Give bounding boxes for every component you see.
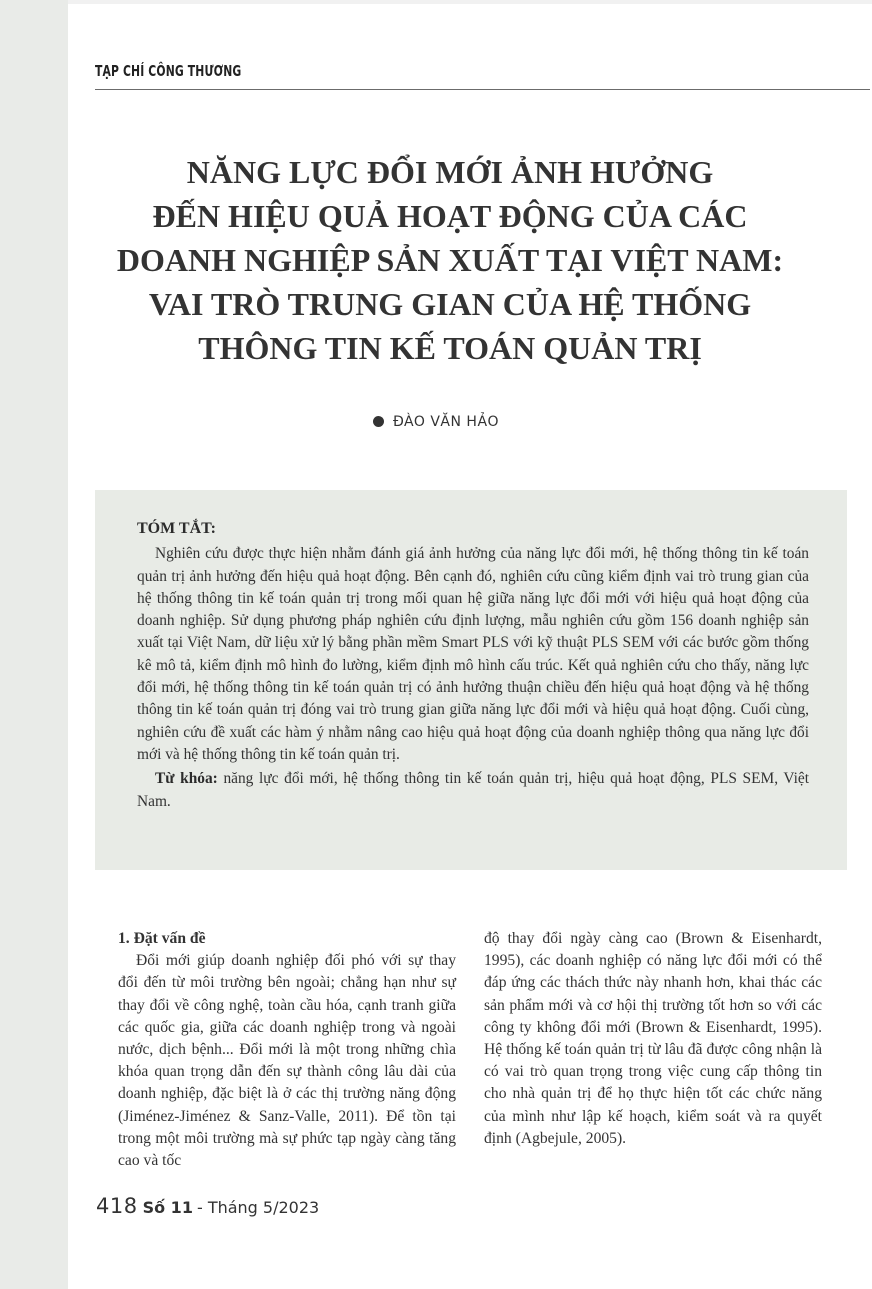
header-rule bbox=[95, 89, 870, 90]
author-line bbox=[0, 414, 872, 430]
body-paragraph: Đổi mới giúp doanh nghiệp đối phó với sự thay đổi đến từ môi trường bên ngoài; chẳng hạn như sự thay đổi về công nghệ, toàn cầu hóa, cạnh tranh giữa các quốc gia, giữa các doanh nghiệp trong và ngoài nước, dịch bệnh... Đổi mới là một trong những chìa khóa quan trọng dẫn đến sự thành công lâu dài của doanh nghiệp, đặc biệt là ở các thị trường năng động (Jiménez-Jiménez & Sanz-Valle, 2011). Để tồn tại trong một môi trường mà sự phức tạp ngày càng tăng cao và tốc bbox=[118, 952, 456, 1170]
keywords-list: năng lực đổi mới, hệ thống thông tin kế toán quản trị, hiệu quả hoạt động, PLS SEM, Việt Nam. bbox=[137, 770, 809, 810]
page-number: 418 bbox=[96, 1194, 138, 1218]
body-paragraph: độ thay đổi ngày càng cao (Brown & Eisenhardt, 1995), các doanh nghiệp có năng lực đổi mới có thể đáp ứng các thách thức này nhanh hơn, khai thác các sản phẩm mới và cơ hội thị trường tốt hơn so với các công ty không đổi mới (Brown & Eisenhardt, 1995). Hệ thống kế toán quản trị từ lâu đã được công nhận là có vai trò quan trọng trong việc cung cấp thông tin cho nhà quản trị để họ thực hiện tốt các chức năng của mình như lập kế hoạch, kiểm soát và ra quyết định (Agbejule, 2005). bbox=[484, 930, 822, 1147]
journal-name: TẠP CHÍ CÔNG THƯƠNG bbox=[95, 62, 242, 80]
title-line: VAI TRÒ TRUNG GIAN CỦA HỆ THỐNG bbox=[148, 286, 752, 322]
author-name: ĐÀO VĂN HẢO bbox=[392, 414, 500, 430]
title-line: THÔNG TIN KẾ TOÁN QUẢN TRỊ bbox=[198, 330, 702, 366]
bullet-dot-icon bbox=[373, 416, 384, 427]
page-top-edge bbox=[68, 0, 872, 4]
abstract-box bbox=[95, 490, 847, 870]
page-footer bbox=[96, 1194, 319, 1218]
page-margin-strip bbox=[0, 0, 68, 1289]
title-line: NĂNG LỰC ĐỔI MỚI ẢNH HƯỞNG bbox=[186, 154, 714, 190]
abstract-text: Nghiên cứu được thực hiện nhằm đánh giá ảnh hưởng của năng lực đổi mới, hệ thống thông tin kế toán quản trị ảnh hưởng đến hiệu quả hoạt động. Bên cạnh đó, nghiên cứu cũng kiểm định vai trò trung gian của hệ thống thông tin kế toán quản trị trong mối quan hệ giữa năng lực đổi mới với hiệu quả hoạt động của doanh nghiệp. Sử dụng phương pháp nghiên cứu định lượng, mẫu nghiên cứu gồm 156 doanh nghiệp sản xuất tại Việt Nam, dữ liệu xử lý bằng phần mềm Smart PLS với kỹ thuật PLS SEM với các bước gồm thống kê mô tả, kiểm định mô hình đo lường, kiểm định mô hình cấu trúc. Kết quả nghiên cứu cho thấy, năng lực đổi mới, hệ thống thông tin kế toán quản trị có ảnh hưởng thuận chiều đến hiệu quả hoạt động và hệ thống thông tin kế toán quản trị đóng vai trò trung gian giữa năng lực đổi mới và hiệu quả hoạt động. Cuối cùng, nghiên cứu đề xuất các hàm ý nhằm nâng cao hiệu quả hoạt động của doanh nghiệp thông qua năng lực đổi mới và hệ thống thông tin kế toán quản trị. bbox=[137, 545, 809, 763]
issue-number: Số 11 bbox=[142, 1198, 193, 1217]
keywords-label: Từ khóa: bbox=[155, 770, 218, 788]
body-column-left bbox=[118, 928, 456, 1172]
abstract-heading: TÓM TẮT: bbox=[137, 520, 216, 537]
journal-header bbox=[95, 62, 870, 81]
title-line: ĐẾN HIỆU QUẢ HOẠT ĐỘNG CỦA CÁC bbox=[152, 198, 748, 234]
title-line: DOANH NGHIỆP SẢN XUẤT TẠI VIỆT NAM: bbox=[116, 242, 784, 278]
section-heading: 1. Đặt vấn đề bbox=[118, 930, 206, 947]
keywords bbox=[137, 768, 809, 813]
article-title bbox=[90, 150, 810, 370]
issue-date: - Tháng 5/2023 bbox=[196, 1198, 320, 1217]
abstract-content bbox=[137, 518, 809, 813]
body-column-right bbox=[484, 928, 822, 1150]
